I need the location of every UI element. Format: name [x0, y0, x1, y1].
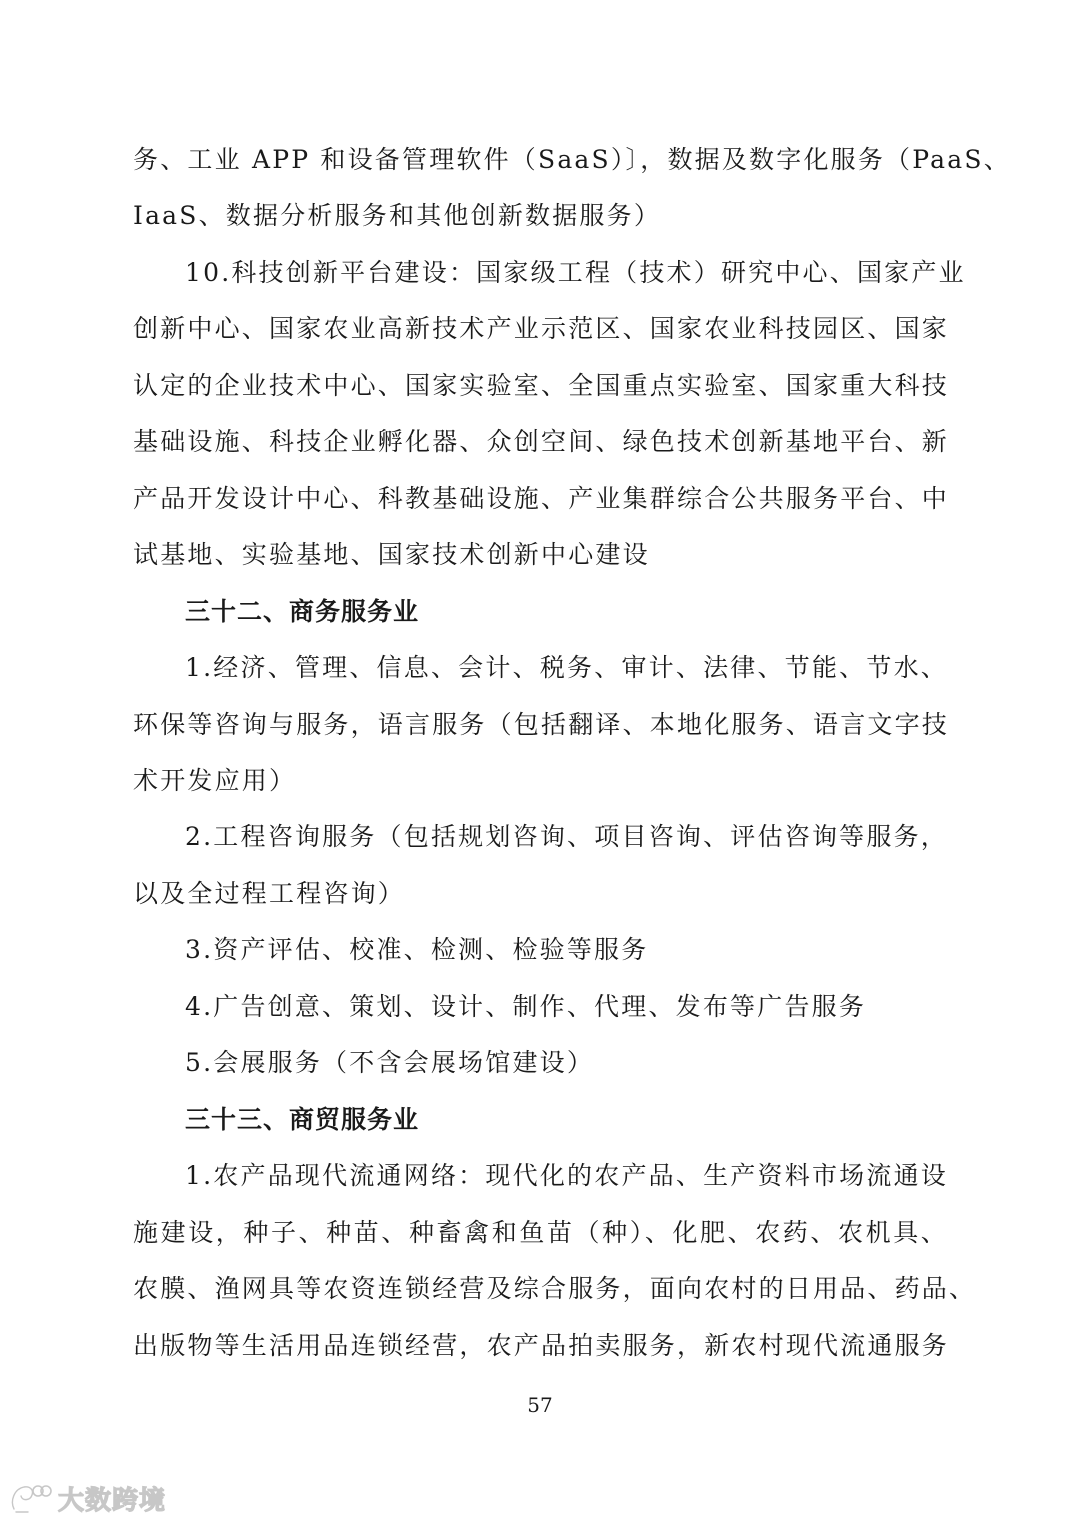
watermark [8, 1476, 166, 1520]
text-line: 2.工程咨询服务（包括规划咨询、项目咨询、评估咨询等服务， [185, 822, 948, 851]
text-line: 产品开发设计中心、科教基础设施、产业集群综合公共服务平台、中 [133, 484, 950, 513]
text-line: 务、工业 APP 和设备管理软件（SaaS）〕，数据及数字化服务（PaaS、 [133, 145, 1011, 174]
text-line: 试基地、实验基地、国家技术创新中心建设 [133, 540, 650, 569]
dashuju-logo-icon [8, 1479, 52, 1517]
text-line: 出版物等生活用品连锁经营，农产品拍卖服务，新农村现代流通服务 [133, 1331, 950, 1360]
page-number: 57 [527, 1393, 553, 1417]
text-line: 创新中心、国家农业高新技术产业示范区、国家农业科技园区、国家 [133, 314, 950, 343]
text-line: 5.会展服务（不含会展场馆建设） [185, 1048, 595, 1077]
watermark-text: 大数跨境 [58, 1485, 167, 1516]
text-line: 10.科技创新平台建设：国家级工程（技术）研究中心、国家产业 [185, 258, 966, 287]
text-line: 1.经济、管理、信息、会计、税务、审计、法律、节能、节水、 [185, 653, 948, 682]
text-line: 基础设施、科技企业孵化器、众创空间、绿色技术创新基地平台、新 [133, 427, 950, 456]
section-heading: 三十三、商贸服务业 [185, 1105, 420, 1134]
text-line: 术开发应用） [133, 766, 297, 795]
text-line: IaaS、数据分析服务和其他创新数据服务） [133, 201, 662, 230]
text-line: 1.农产品现代流通网络：现代化的农产品、生产资料市场流通设 [185, 1161, 948, 1190]
text-line: 环保等咨询与服务，语言服务（包括翻译、本地化服务、语言文字技 [133, 710, 950, 739]
text-line: 认定的企业技术中心、国家实验室、全国重点实验室、国家重大科技 [133, 371, 950, 400]
text-line: 以及全过程工程咨询） [133, 879, 406, 908]
section-heading: 三十二、商务服务业 [185, 597, 420, 626]
text-line: 3.资产评估、校准、检测、检验等服务 [185, 935, 649, 964]
text-line: 农膜、渔网具等农资连锁经营及综合服务，面向农村的日用品、药品、 [133, 1274, 977, 1303]
text-line: 施建设，种子、种苗、种畜禽和鱼苗（种）、化肥、农药、农机具、 [133, 1218, 948, 1247]
text-line: 4.广告创意、策划、设计、制作、代理、发布等广告服务 [185, 992, 867, 1021]
